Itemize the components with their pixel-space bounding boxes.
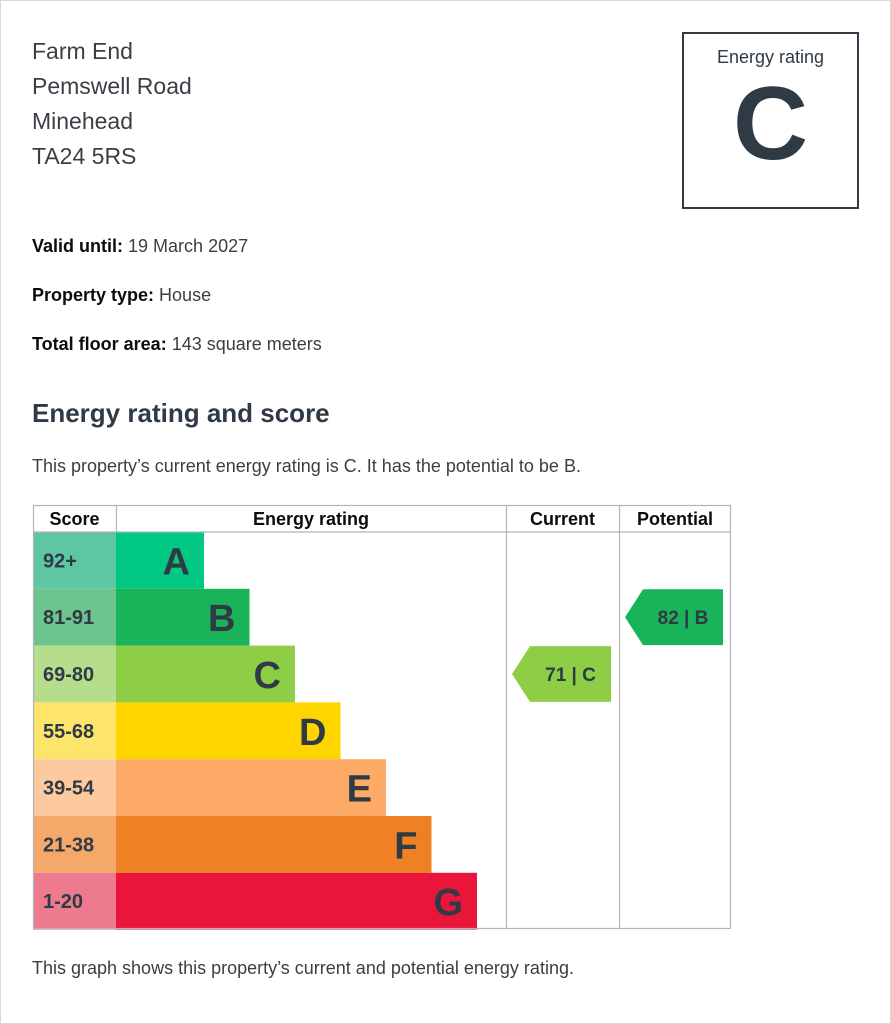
rating-summary: This property’s current energy rating is C. It has the potential to be B.	[32, 456, 581, 476]
rating-letter-g: G	[433, 882, 463, 925]
address-postcode: TA24 5RS	[32, 143, 137, 169]
rating-letter-f: F	[394, 825, 418, 868]
address-line-2: Pemswell Road	[32, 73, 192, 99]
property-type-value: House	[159, 285, 212, 305]
rating-bar-f	[116, 816, 432, 873]
score-label-e: 39-54	[43, 777, 95, 800]
score-label-c: 69-80	[43, 664, 95, 686]
floor-area-label: Total floor area:	[32, 334, 167, 354]
score-label-b: 81-91	[43, 607, 95, 630]
section-heading: Energy rating and score	[32, 398, 330, 428]
floor-area-value: 143 square meters	[171, 334, 322, 354]
energy-rating-box-label: Energy rating	[716, 47, 825, 67]
address-line-3: Minehead	[32, 108, 134, 134]
rating-bar-e	[116, 759, 386, 816]
score-label-a: 92+	[43, 550, 77, 573]
score-label-d: 55-68	[43, 720, 95, 743]
column-header-current: Current	[529, 509, 596, 529]
rating-letter-c: C	[253, 655, 281, 697]
score-label-g: 1-20	[43, 891, 84, 914]
rating-bar-g	[116, 873, 477, 930]
rating-bar-a	[116, 532, 204, 589]
property-type-label: Property type:	[32, 285, 155, 305]
rating-letter-e: E	[346, 768, 372, 811]
column-header-energy-rating: Energy rating	[252, 509, 370, 529]
valid-until-value: 19 March 2027	[128, 236, 249, 256]
energy-rating-letter: C	[732, 66, 809, 182]
rating-letter-b: B	[208, 598, 236, 641]
column-header-score: Score	[49, 509, 100, 529]
column-header-potential: Potential	[636, 509, 714, 529]
potential-rating-arrow-label: 82 | B	[657, 608, 709, 630]
rating-letter-d: D	[299, 711, 327, 754]
chart-caption: This graph shows this property’s current and potential energy rating.	[32, 958, 574, 978]
rating-letter-a: A	[162, 541, 190, 584]
current-rating-arrow-label: 71 | C	[545, 665, 596, 686]
valid-until-label: Valid until:	[32, 236, 124, 256]
score-label-f: 21-38	[43, 834, 95, 857]
address-line-1: Farm End	[32, 38, 133, 64]
